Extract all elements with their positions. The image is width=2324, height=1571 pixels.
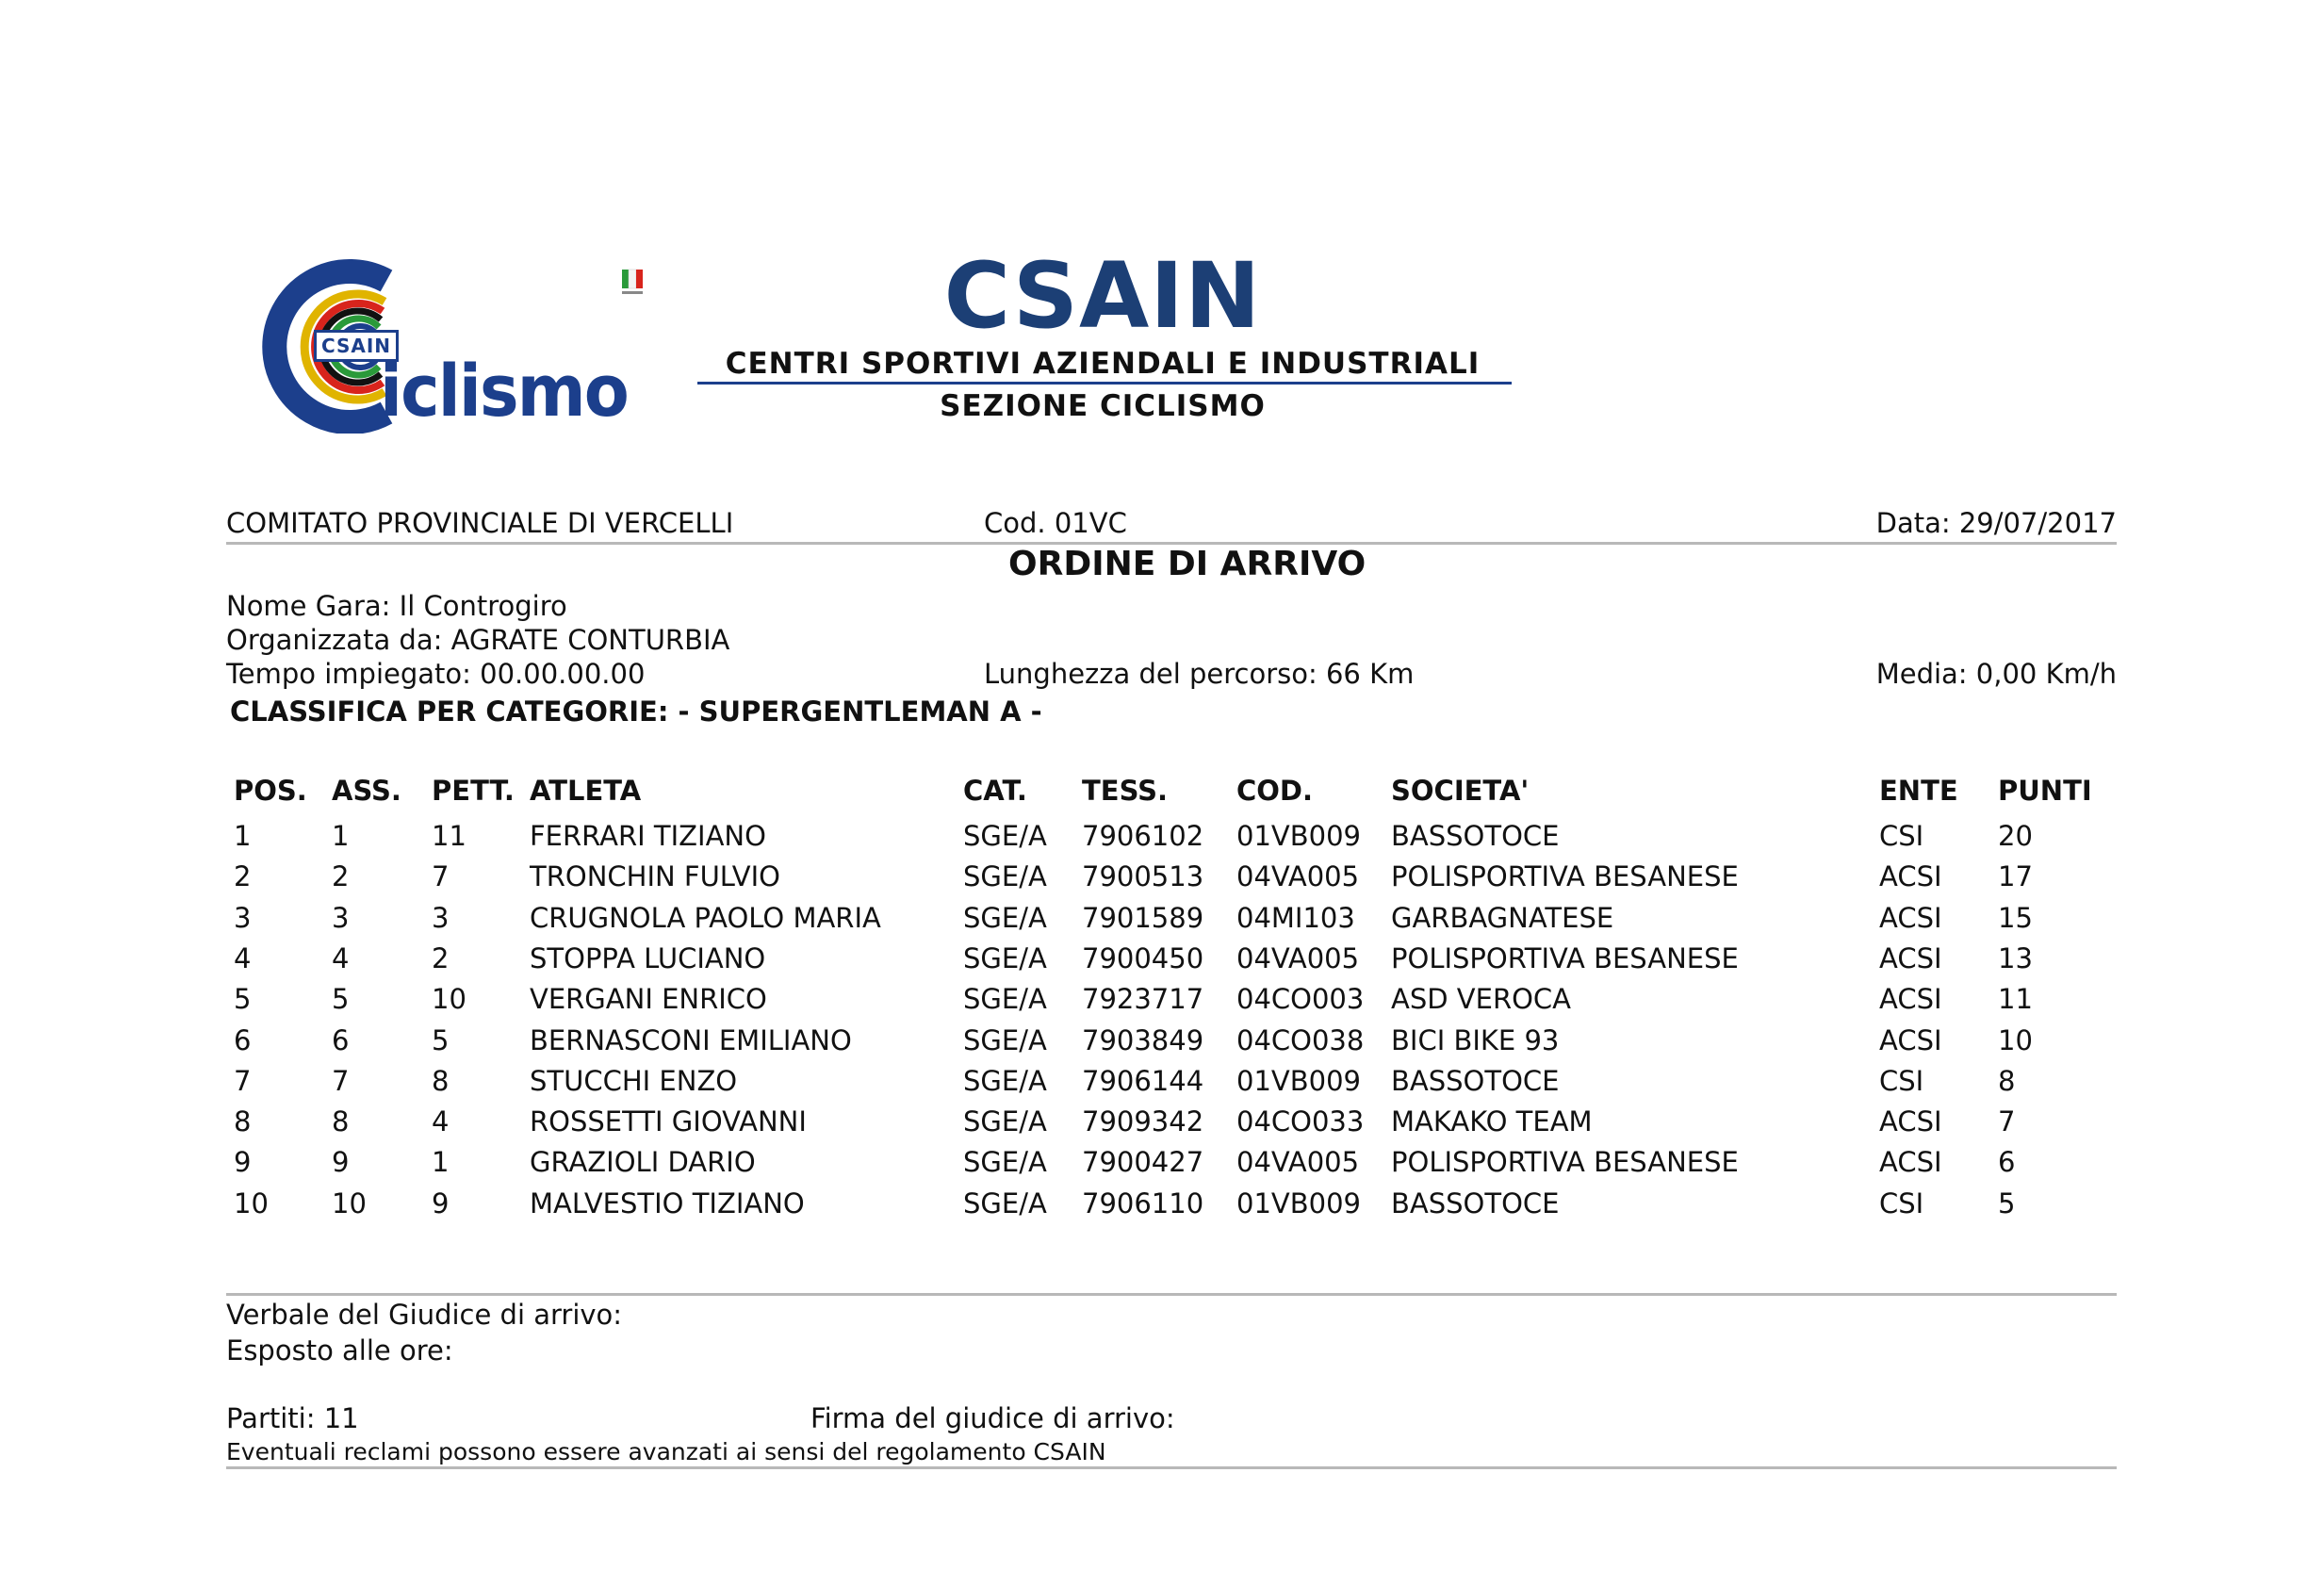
- cell-atleta: CRUGNOLA PAOLO MARIA: [530, 902, 881, 934]
- column-header-pett: PETT.: [432, 775, 515, 807]
- cell-ass: 6: [332, 1024, 350, 1056]
- cell-ente: CSI: [1879, 1187, 1924, 1219]
- cell-pos: 9: [234, 1146, 252, 1178]
- cell-cat: SGE/A: [963, 860, 1047, 892]
- cell-tess: 7900513: [1082, 860, 1204, 892]
- committee-code: Cod. 01VC: [984, 507, 1127, 539]
- cell-tess: 7906102: [1082, 820, 1204, 852]
- cell-pett: 9: [432, 1187, 450, 1219]
- race-organizer: Organizzata da: AGRATE CONTURBIA: [226, 624, 730, 656]
- race-name: Nome Gara: Il Controgiro: [226, 590, 567, 622]
- cell-ente: ACSI: [1879, 942, 1942, 974]
- cell-cod: 01VB009: [1236, 820, 1361, 852]
- cell-ente: ACSI: [1879, 1105, 1942, 1137]
- cell-tess: 7906110: [1082, 1187, 1204, 1219]
- cell-pos: 6: [234, 1024, 252, 1056]
- column-header-ass: ASS.: [332, 775, 401, 807]
- judge-signature-label: Firma del giudice di arrivo:: [810, 1402, 1175, 1434]
- cell-pett: 7: [432, 860, 450, 892]
- cell-punti: 10: [1998, 1024, 2033, 1056]
- cell-pos: 5: [234, 983, 252, 1015]
- column-header-ente: ENTE: [1879, 775, 1958, 807]
- cell-cat: SGE/A: [963, 902, 1047, 934]
- cell-punti: 13: [1998, 942, 2033, 974]
- cell-cod: 04VA005: [1236, 1146, 1360, 1178]
- cell-cod: 04VA005: [1236, 942, 1360, 974]
- cell-ente: ACSI: [1879, 860, 1942, 892]
- average-speed: Media: 0,00 Km/h: [1875, 658, 2117, 690]
- posted-at-label: Esposto alle ore:: [226, 1334, 453, 1366]
- cell-pett: 11: [432, 820, 466, 852]
- cell-societa: BASSOTOCE: [1391, 1187, 1560, 1219]
- cell-punti: 6: [1998, 1146, 2016, 1178]
- cell-atleta: BERNASCONI EMILIANO: [530, 1024, 852, 1056]
- cell-atleta: VERGANI ENRICO: [530, 983, 767, 1015]
- cell-ass: 9: [332, 1146, 350, 1178]
- cell-societa: POLISPORTIVA BESANESE: [1391, 1146, 1739, 1178]
- cell-ass: 5: [332, 983, 350, 1015]
- cell-cod: 01VB009: [1236, 1187, 1361, 1219]
- cell-cod: 04CO033: [1236, 1105, 1365, 1137]
- cell-ente: ACSI: [1879, 983, 1942, 1015]
- column-header-tess: TESS.: [1082, 775, 1169, 807]
- cell-societa: BASSOTOCE: [1391, 820, 1560, 852]
- footer-divider-top: [226, 1293, 2117, 1296]
- column-header-punti: PUNTI: [1998, 775, 2092, 807]
- column-header-pos: POS.: [234, 775, 307, 807]
- logo-badge: CSAIN: [314, 330, 399, 362]
- logo-wordmark: iclismo: [380, 349, 628, 433]
- cell-ente: ACSI: [1879, 1024, 1942, 1056]
- cell-societa: BASSOTOCE: [1391, 1065, 1560, 1097]
- cell-punti: 7: [1998, 1105, 2016, 1137]
- judge-report-label: Verbale del Giudice di arrivo:: [226, 1299, 623, 1331]
- cell-cat: SGE/A: [963, 1065, 1047, 1097]
- cell-cod: 04MI103: [1236, 902, 1355, 934]
- cell-atleta: TRONCHIN FULVIO: [530, 860, 780, 892]
- cell-tess: 7901589: [1082, 902, 1204, 934]
- organization-subtitle: CENTRI SPORTIVI AZIENDALI E INDUSTRIALI: [725, 347, 1481, 381]
- cell-ass: 7: [332, 1065, 350, 1097]
- cell-societa: MAKAKO TEAM: [1391, 1105, 1593, 1137]
- column-header-atleta: ATLETA: [530, 775, 642, 807]
- cell-societa: POLISPORTIVA BESANESE: [1391, 860, 1739, 892]
- cell-ass: 4: [332, 942, 350, 974]
- cell-tess: 7900427: [1082, 1146, 1204, 1178]
- cell-punti: 8: [1998, 1065, 2016, 1097]
- cell-cat: SGE/A: [963, 942, 1047, 974]
- cell-ente: CSI: [1879, 1065, 1924, 1097]
- cell-cod: 04VA005: [1236, 860, 1360, 892]
- cell-pett: 10: [432, 983, 466, 1015]
- course-length: Lunghezza del percorso: 66 Km: [984, 658, 1415, 690]
- cell-tess: 7906144: [1082, 1065, 1204, 1097]
- cell-pos: 3: [234, 902, 252, 934]
- race-date: Data: 29/07/2017: [1875, 507, 2117, 539]
- cell-ass: 2: [332, 860, 350, 892]
- cell-cat: SGE/A: [963, 820, 1047, 852]
- italian-flag-icon: [620, 268, 645, 296]
- time-used: Tempo impiegato: 00.00.00.00: [226, 658, 646, 690]
- cell-ass: 10: [332, 1187, 367, 1219]
- cell-pett: 3: [432, 902, 450, 934]
- cell-societa: ASD VEROCA: [1391, 983, 1572, 1015]
- cell-cat: SGE/A: [963, 1146, 1047, 1178]
- category-title: CLASSIFICA PER CATEGORIE: - SUPERGENTLEMAN A -: [230, 695, 1042, 728]
- cell-ente: ACSI: [1879, 1146, 1942, 1178]
- cell-atleta: STUCCHI ENZO: [530, 1065, 738, 1097]
- cell-tess: 7903849: [1082, 1024, 1204, 1056]
- document-title: ORDINE DI ARRIVO: [1008, 545, 1367, 583]
- cell-ass: 3: [332, 902, 350, 934]
- cell-pos: 2: [234, 860, 252, 892]
- committee-name: COMITATO PROVINCIALE DI VERCELLI: [226, 507, 734, 539]
- cell-cat: SGE/A: [963, 1187, 1047, 1219]
- cell-cat: SGE/A: [963, 983, 1047, 1015]
- cell-punti: 11: [1998, 983, 2033, 1015]
- cell-tess: 7909342: [1082, 1105, 1204, 1137]
- cell-cat: SGE/A: [963, 1024, 1047, 1056]
- cell-pos: 4: [234, 942, 252, 974]
- cell-atleta: GRAZIOLI DARIO: [530, 1146, 756, 1178]
- cell-societa: GARBAGNATESE: [1391, 902, 1614, 934]
- cell-punti: 15: [1998, 902, 2033, 934]
- cell-cat: SGE/A: [963, 1105, 1047, 1137]
- complaints-note: Eventuali reclami possono essere avanzati ai sensi del regolamento CSAIN: [226, 1438, 1106, 1465]
- cell-ass: 1: [332, 820, 350, 852]
- cell-punti: 5: [1998, 1187, 2016, 1219]
- cell-pett: 1: [432, 1146, 450, 1178]
- cell-punti: 20: [1998, 820, 2033, 852]
- cell-pett: 4: [432, 1105, 450, 1137]
- header-divider: [697, 382, 1512, 385]
- cell-pett: 5: [432, 1024, 450, 1056]
- cell-cod: 04CO038: [1236, 1024, 1365, 1056]
- column-header-societa: SOCIETA': [1391, 775, 1530, 807]
- cell-pos: 8: [234, 1105, 252, 1137]
- cell-atleta: ROSSETTI GIOVANNI: [530, 1105, 807, 1137]
- cell-ass: 8: [332, 1105, 350, 1137]
- column-header-cat: CAT.: [963, 775, 1027, 807]
- column-header-cod: COD.: [1236, 775, 1314, 807]
- cell-tess: 7900450: [1082, 942, 1204, 974]
- cell-pos: 7: [234, 1065, 252, 1097]
- cell-punti: 17: [1998, 860, 2033, 892]
- cell-cod: 04CO003: [1236, 983, 1365, 1015]
- cell-pos: 10: [234, 1187, 269, 1219]
- cell-pett: 2: [432, 942, 450, 974]
- cell-ente: CSI: [1879, 820, 1924, 852]
- cell-atleta: STOPPA LUCIANO: [530, 942, 766, 974]
- cell-tess: 7923717: [1082, 983, 1204, 1015]
- cell-pos: 1: [234, 820, 252, 852]
- cell-atleta: FERRARI TIZIANO: [530, 820, 766, 852]
- starters-count: Partiti: 11: [226, 1402, 359, 1434]
- cell-ente: ACSI: [1879, 902, 1942, 934]
- csain-ciclismo-logo: [226, 254, 669, 434]
- cell-pett: 8: [432, 1065, 450, 1097]
- cell-societa: BICI BIKE 93: [1391, 1024, 1560, 1056]
- cell-societa: POLISPORTIVA BESANESE: [1391, 942, 1739, 974]
- cell-cod: 01VB009: [1236, 1065, 1361, 1097]
- cell-atleta: MALVESTIO TIZIANO: [530, 1187, 805, 1219]
- section-subtitle: SEZIONE CICLISMO: [940, 389, 1266, 423]
- footer-divider-bottom: [226, 1466, 2117, 1469]
- organization-title: CSAIN: [943, 243, 1262, 349]
